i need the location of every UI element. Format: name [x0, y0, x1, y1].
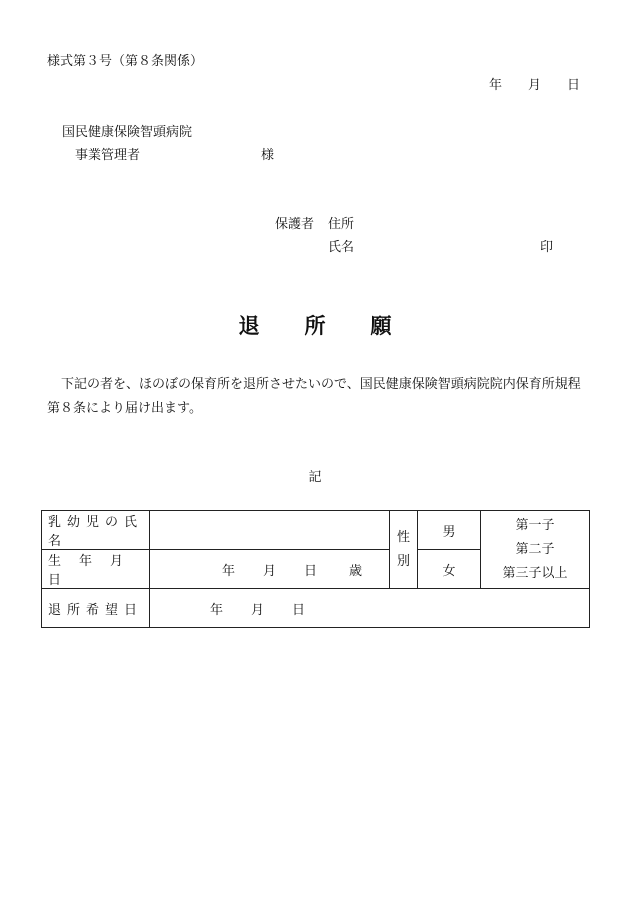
leave-date-field[interactable] — [150, 589, 590, 628]
sex-option-male[interactable]: 男 — [418, 511, 481, 550]
addressee-hospital: 国民健康保険智頭病院 — [62, 125, 193, 140]
table-row-leave-date — [42, 589, 590, 628]
child-order-second: 第二子 — [515, 541, 555, 557]
sex-label-text: 性別 — [396, 529, 410, 569]
table-row-child-name — [42, 511, 590, 550]
name-label: 氏名 — [328, 240, 355, 255]
child-name-label: 乳幼児の氏名 — [42, 511, 150, 550]
ki-heading: 記 — [308, 470, 322, 485]
birth-age-label: 歳 — [349, 563, 363, 579]
leave-day-label: 日 — [292, 602, 306, 618]
addressee-manager: 事業管理者 — [75, 148, 141, 163]
form-number: 様式第３号（第８条関係） — [47, 54, 204, 69]
date-line — [489, 74, 580, 93]
address-label: 住所 — [328, 217, 355, 232]
child-order-third-plus: 第三子以上 — [502, 565, 568, 581]
addressee-honorific: 様 — [261, 148, 275, 163]
leave-month-label: 月 — [251, 602, 265, 618]
guardian-label: 保護者 — [275, 217, 315, 232]
date-day-label: 日 — [567, 78, 581, 93]
birth-day-label: 日 — [304, 563, 318, 579]
leave-date-label: 退所希望日 — [42, 589, 150, 628]
sex-label — [390, 511, 418, 589]
date-year-label: 年 — [489, 78, 503, 93]
birth-date-label: 生年月日 — [42, 550, 150, 589]
seal-label: 印 — [540, 240, 554, 255]
child-name-field[interactable] — [150, 511, 390, 550]
child-order-cell[interactable] — [481, 511, 590, 589]
date-month-label: 月 — [528, 78, 542, 93]
document-title: 退所願 — [238, 314, 437, 338]
birth-date-field[interactable] — [150, 550, 390, 589]
child-order-first: 第一子 — [515, 517, 555, 533]
withdrawal-form-table — [41, 510, 590, 628]
birth-month-label: 月 — [263, 563, 277, 579]
body-text: 下記の者を、ほのぼの保育所を退所させたいので、国民健康保険智頭病院院内保育所規程第８条により届け出ます。 — [47, 377, 581, 416]
sex-option-female[interactable]: 女 — [418, 550, 481, 589]
leave-year-label: 年 — [210, 602, 224, 618]
birth-year-label: 年 — [222, 563, 236, 579]
